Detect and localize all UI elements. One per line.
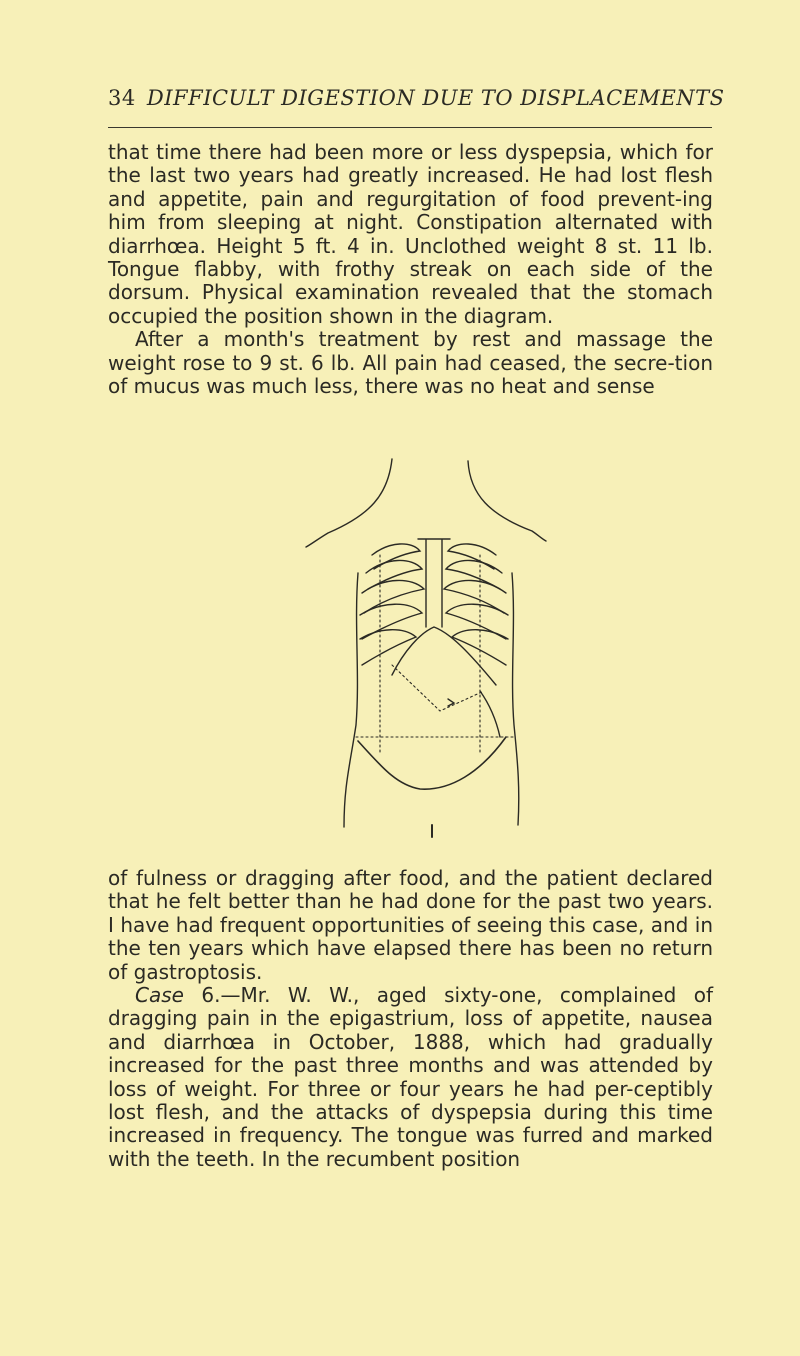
left-torso-outline [344, 573, 358, 827]
right-torso-outline [512, 573, 519, 825]
sternum [418, 539, 450, 627]
header-rule [108, 127, 712, 128]
paragraph-2: After a month's treatment by rest and massage the weight rose to 9 st. 6 lb. All pain had ceased, the secre-tion of mucus was much less, there was no heat and sense [108, 327, 713, 399]
left-shoulder-outline [306, 459, 392, 547]
running-header [108, 86, 725, 110]
left-ribs [360, 544, 424, 665]
bottom-text-block [108, 867, 713, 1171]
paragraph-3: of fulness or dragging after food, and the patient declared that he felt better than he had done for the past two years. I have had frequent opportunities of seeing this case, and in the ten years which have elapsed there has been no return of gastroptosis. [108, 866, 713, 984]
right-ribs [444, 544, 508, 665]
case-label: Case [135, 983, 184, 1008]
case-body: 6.—Mr. W. W., aged sixty-one, complained of dragging pain in the epigastrium, loss of appetite, nausea and diarrhœa in October, 1888, which had gradually increased for the past three months and was attended by loss of weight. For three or four years he had per-ceptibly lost flesh, and the attacks of dyspepsia during this time increased in frequency. The tongue was furred and marked with the teeth. In the recumbent position [108, 983, 713, 1171]
paragraph-4 [108, 984, 713, 1171]
stomach-position-diagram [300, 455, 560, 840]
right-shoulder-outline [468, 461, 546, 541]
page-number: 34 [108, 86, 136, 110]
paragraph-1: that time there had been more or less dyspepsia, which for the last two years had greatly increased. He had lost flesh and appetite, pain and regurgitation of food prevent-ing him from sleeping at night. Constipation alternated with diarrhœa. Height 5 ft. 4 in. Unclothed weight 8 st. 11 lb. Tongue flabby, with frothy streak on each side of the dorsum. Physical examination revealed that the stomach occupied the position shown in the diagram. [108, 140, 713, 328]
chapter-title: DIFFICULT DIGESTION DUE TO DISPLACEMENTS [146, 86, 725, 110]
stomach-lesser-curve [480, 691, 500, 737]
top-text-block [108, 141, 713, 398]
